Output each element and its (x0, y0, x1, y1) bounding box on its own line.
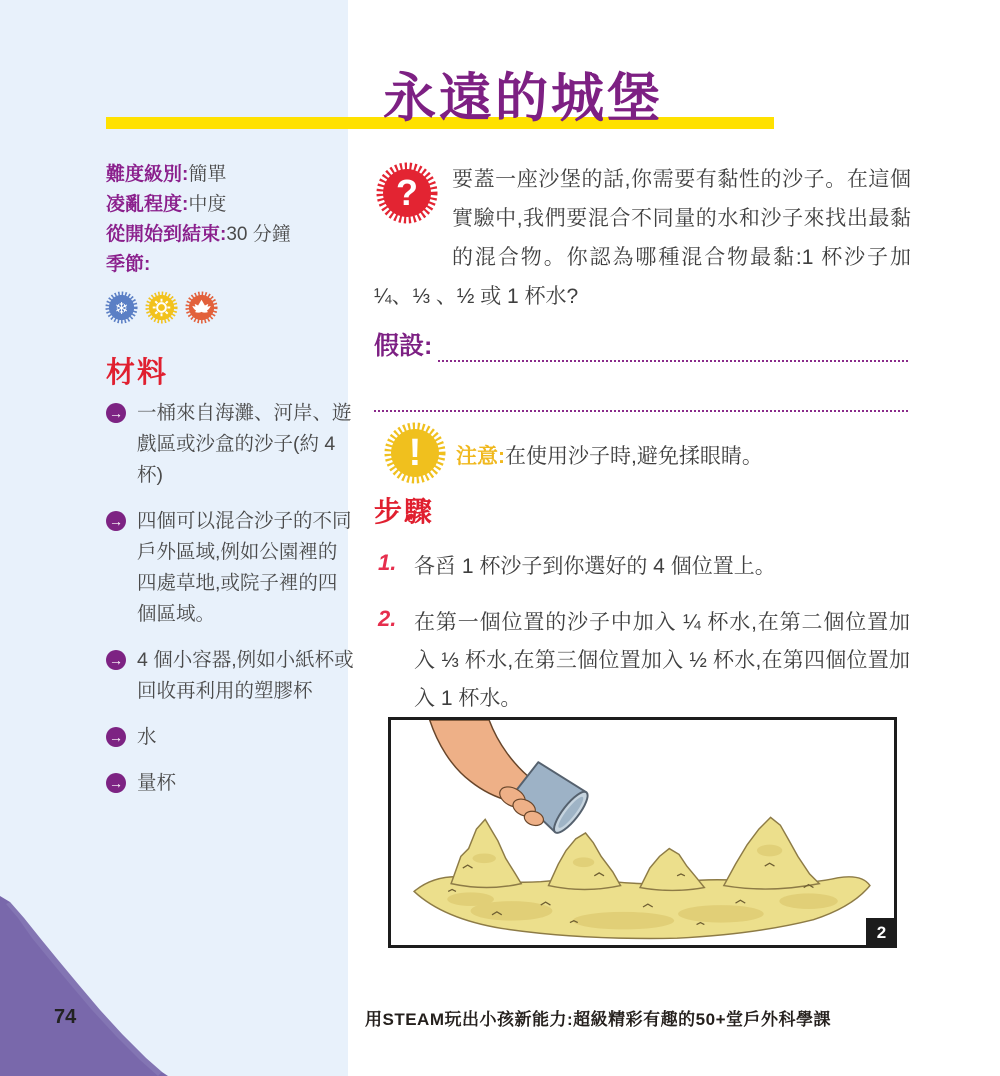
step-item (378, 604, 910, 718)
meta-season (106, 250, 351, 280)
hypothesis-row (374, 326, 908, 362)
svg-text:?: ? (396, 172, 418, 213)
arrow-bullet-icon: → (106, 773, 126, 793)
intro-paragraph (374, 160, 911, 316)
meta-messiness (106, 190, 351, 220)
meta-label: 凌亂程度: (106, 194, 189, 215)
caution-label: 注意: (456, 445, 505, 468)
arrow-bullet-icon: → (106, 727, 126, 747)
step-item (378, 548, 910, 586)
meta-value: 簡單 (188, 164, 227, 185)
arrow-bullet-icon: → (106, 650, 126, 670)
caution-text-row (456, 440, 763, 470)
material-text: 4 個小容器,例如小紙杯或回收再利用的塑膠杯 (137, 649, 354, 702)
figure-number-badge: 2 (866, 918, 897, 948)
meta-label: 季節: (106, 254, 151, 275)
exclamation-icon (382, 420, 448, 486)
svg-text:❄: ❄ (114, 298, 129, 318)
material-text: 一桶來自海灘、河岸、遊戲區或沙盒的沙子(約 4 杯) (137, 402, 352, 486)
hypothesis-write-line (438, 332, 908, 362)
list-item (106, 645, 354, 707)
meta-label: 難度級別: (106, 164, 189, 185)
meta-value: 30 分鐘 (226, 224, 291, 245)
list-item (106, 722, 354, 753)
step-number: 1. (378, 550, 397, 575)
list-item (106, 506, 354, 630)
meta-duration (106, 220, 351, 250)
book-footer-title: 用STEAM玩出小孩新能力:超級精彩有趣的50+堂戶外科學課 (365, 1010, 831, 1029)
material-text: 四個可以混合沙子的不同戶外區域,例如公園裡的四處草地,或院子裡的四個區域。 (137, 510, 352, 625)
activity-meta (106, 160, 351, 280)
question-icon (374, 160, 440, 226)
step-text: 各舀 1 杯沙子到你選好的 4 個位置上。 (414, 555, 776, 578)
winter-snowflake-icon (104, 290, 139, 325)
caution-text: 在使用沙子時,避免揉眼睛。 (505, 445, 763, 468)
page-number: 74 (54, 1006, 77, 1028)
question-icon-float (374, 160, 452, 252)
hypothesis-label: 假設: (374, 332, 433, 360)
intro-text: 要蓋一座沙堡的話,你需要有黏性的沙子。在這個實驗中,我們要混合不同量的水和沙子來找出最黏的混合物。你認為哪種混合物最黏:1 杯沙子加 ¼、⅓ 、½ 或 1 杯水? (374, 168, 911, 308)
meta-difficulty (106, 160, 351, 190)
page-title: 永遠的城堡 (383, 69, 663, 128)
hypothesis-write-line (374, 396, 908, 412)
season-icons (104, 290, 219, 325)
step-number: 2. (378, 606, 397, 631)
step-text: 在第一個位置的沙子中加入 ¼ 杯水,在第二個位置加入 ⅓ 杯水,在第三個位置加入 ½ 杯水,在第四個位置加入 1 杯水。 (414, 611, 910, 710)
summer-sun-icon (144, 290, 179, 325)
arrow-bullet-icon: → (106, 403, 126, 423)
meta-label: 從開始到結束: (106, 224, 227, 245)
corner-triangle-decoration (0, 880, 210, 1076)
materials-list (106, 398, 354, 814)
materials-heading: 材料 (106, 357, 169, 389)
step-illustration-frame (388, 717, 897, 948)
caution-note (382, 420, 908, 500)
list-item (106, 768, 354, 799)
arrow-bullet-icon: → (106, 511, 126, 531)
steps-heading: 步驟 (374, 496, 435, 527)
meta-value: 中度 (188, 194, 227, 215)
sand-piles-pour-illustration (391, 720, 894, 945)
autumn-maple-leaf-icon (184, 290, 219, 325)
svg-text:!: ! (408, 432, 422, 474)
caution-icon-box (382, 420, 448, 486)
material-text: 水 (137, 726, 157, 748)
material-text: 量杯 (137, 772, 177, 794)
list-item (106, 398, 354, 491)
